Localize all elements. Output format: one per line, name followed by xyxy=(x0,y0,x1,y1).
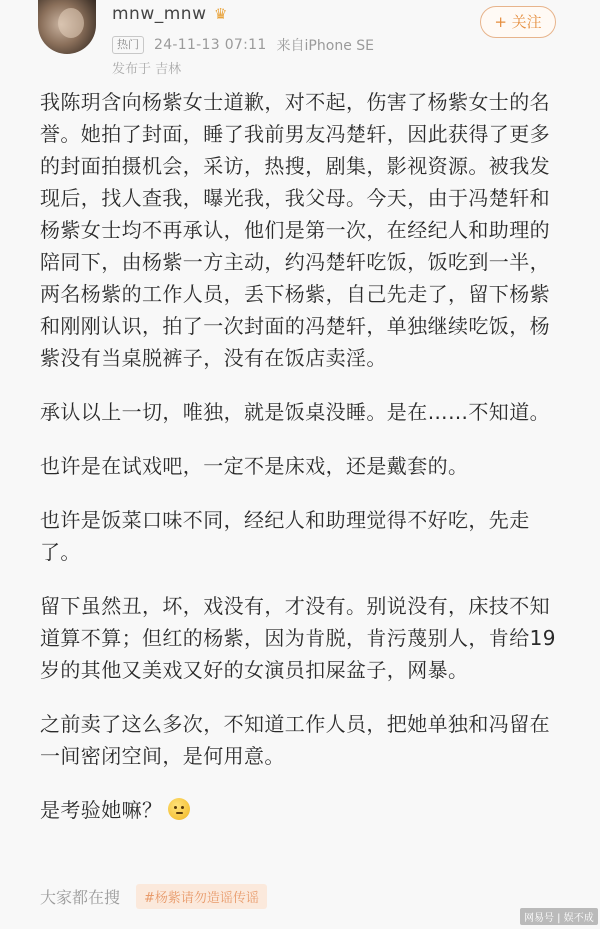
post-paragraph-text: 是考验她嘛？ xyxy=(40,798,163,822)
post-paragraph: 也许是饭菜口味不同，经纪人和助理觉得不好吃，先走了。 xyxy=(40,508,530,564)
crown-icon: ♛ xyxy=(214,5,228,23)
post-time: 24-11-13 07:11 xyxy=(154,37,267,53)
post-meta xyxy=(112,35,374,55)
post-paragraph-last xyxy=(40,794,560,826)
trending-search-row xyxy=(40,884,267,909)
thinking-face-icon xyxy=(168,798,190,820)
trending-hashtag[interactable]: #杨紫请勿造谣传谣 xyxy=(136,884,267,909)
post-paragraph: 之前卖了这么多次，不知道工作人员，把她单独和冯留在一间密闭空间，是何用意。 xyxy=(40,712,550,768)
post-source: 来自iPhone SE xyxy=(276,38,374,54)
username[interactable]: mnw_mnw xyxy=(112,4,207,24)
watermark: 网易号 | 娱不成 xyxy=(520,908,598,925)
post-paragraph: 留下虽然丑，坏，戏没有，才没有。别说没有，床技不知道算不算；但红的杨紫，因为肯脱，肯污蔑别人，肯给19岁的其他又美戏又好的女演员扣屎盆子，网暴。 xyxy=(40,594,556,682)
post-body xyxy=(40,86,560,848)
post-location: 发布于 吉林 xyxy=(112,62,182,77)
follow-button[interactable]: + 关注 xyxy=(480,6,556,38)
post-paragraph: 也许是在试戏吧，一定不是床戏，还是戴套的。 xyxy=(40,454,469,478)
hot-badge: 热门 xyxy=(112,36,144,54)
trending-search-label: 大家都在搜 xyxy=(40,888,121,907)
avatar[interactable] xyxy=(38,0,96,54)
post-paragraph: 我陈玥含向杨紫女士道歉，对不起，伤害了杨紫女士的名誉。她拍了封面，睡了我前男友冯楚轩，因此获得了更多的封面拍摄机会，采访，热搜，剧集，影视资源。被我发现后，找人查我，曝光我，我父母。今天，由于冯楚轩和杨紫女士均不再承认，他们是第一次，在经纪人和助理的陪同下，由杨紫一方主动，约冯楚轩吃饭，饭吃到一半，两名杨紫的工作人员，丢下杨紫，自己先走了，留下杨紫和刚刚认识，拍了一次封面的冯楚轩，单独继续吃饭，杨紫没有当桌脱裤子，没有在饭店卖淫。 xyxy=(40,90,550,370)
post-paragraph: 承认以上一切，唯独，就是饭桌没睡。是在……不知道。 xyxy=(40,400,550,424)
